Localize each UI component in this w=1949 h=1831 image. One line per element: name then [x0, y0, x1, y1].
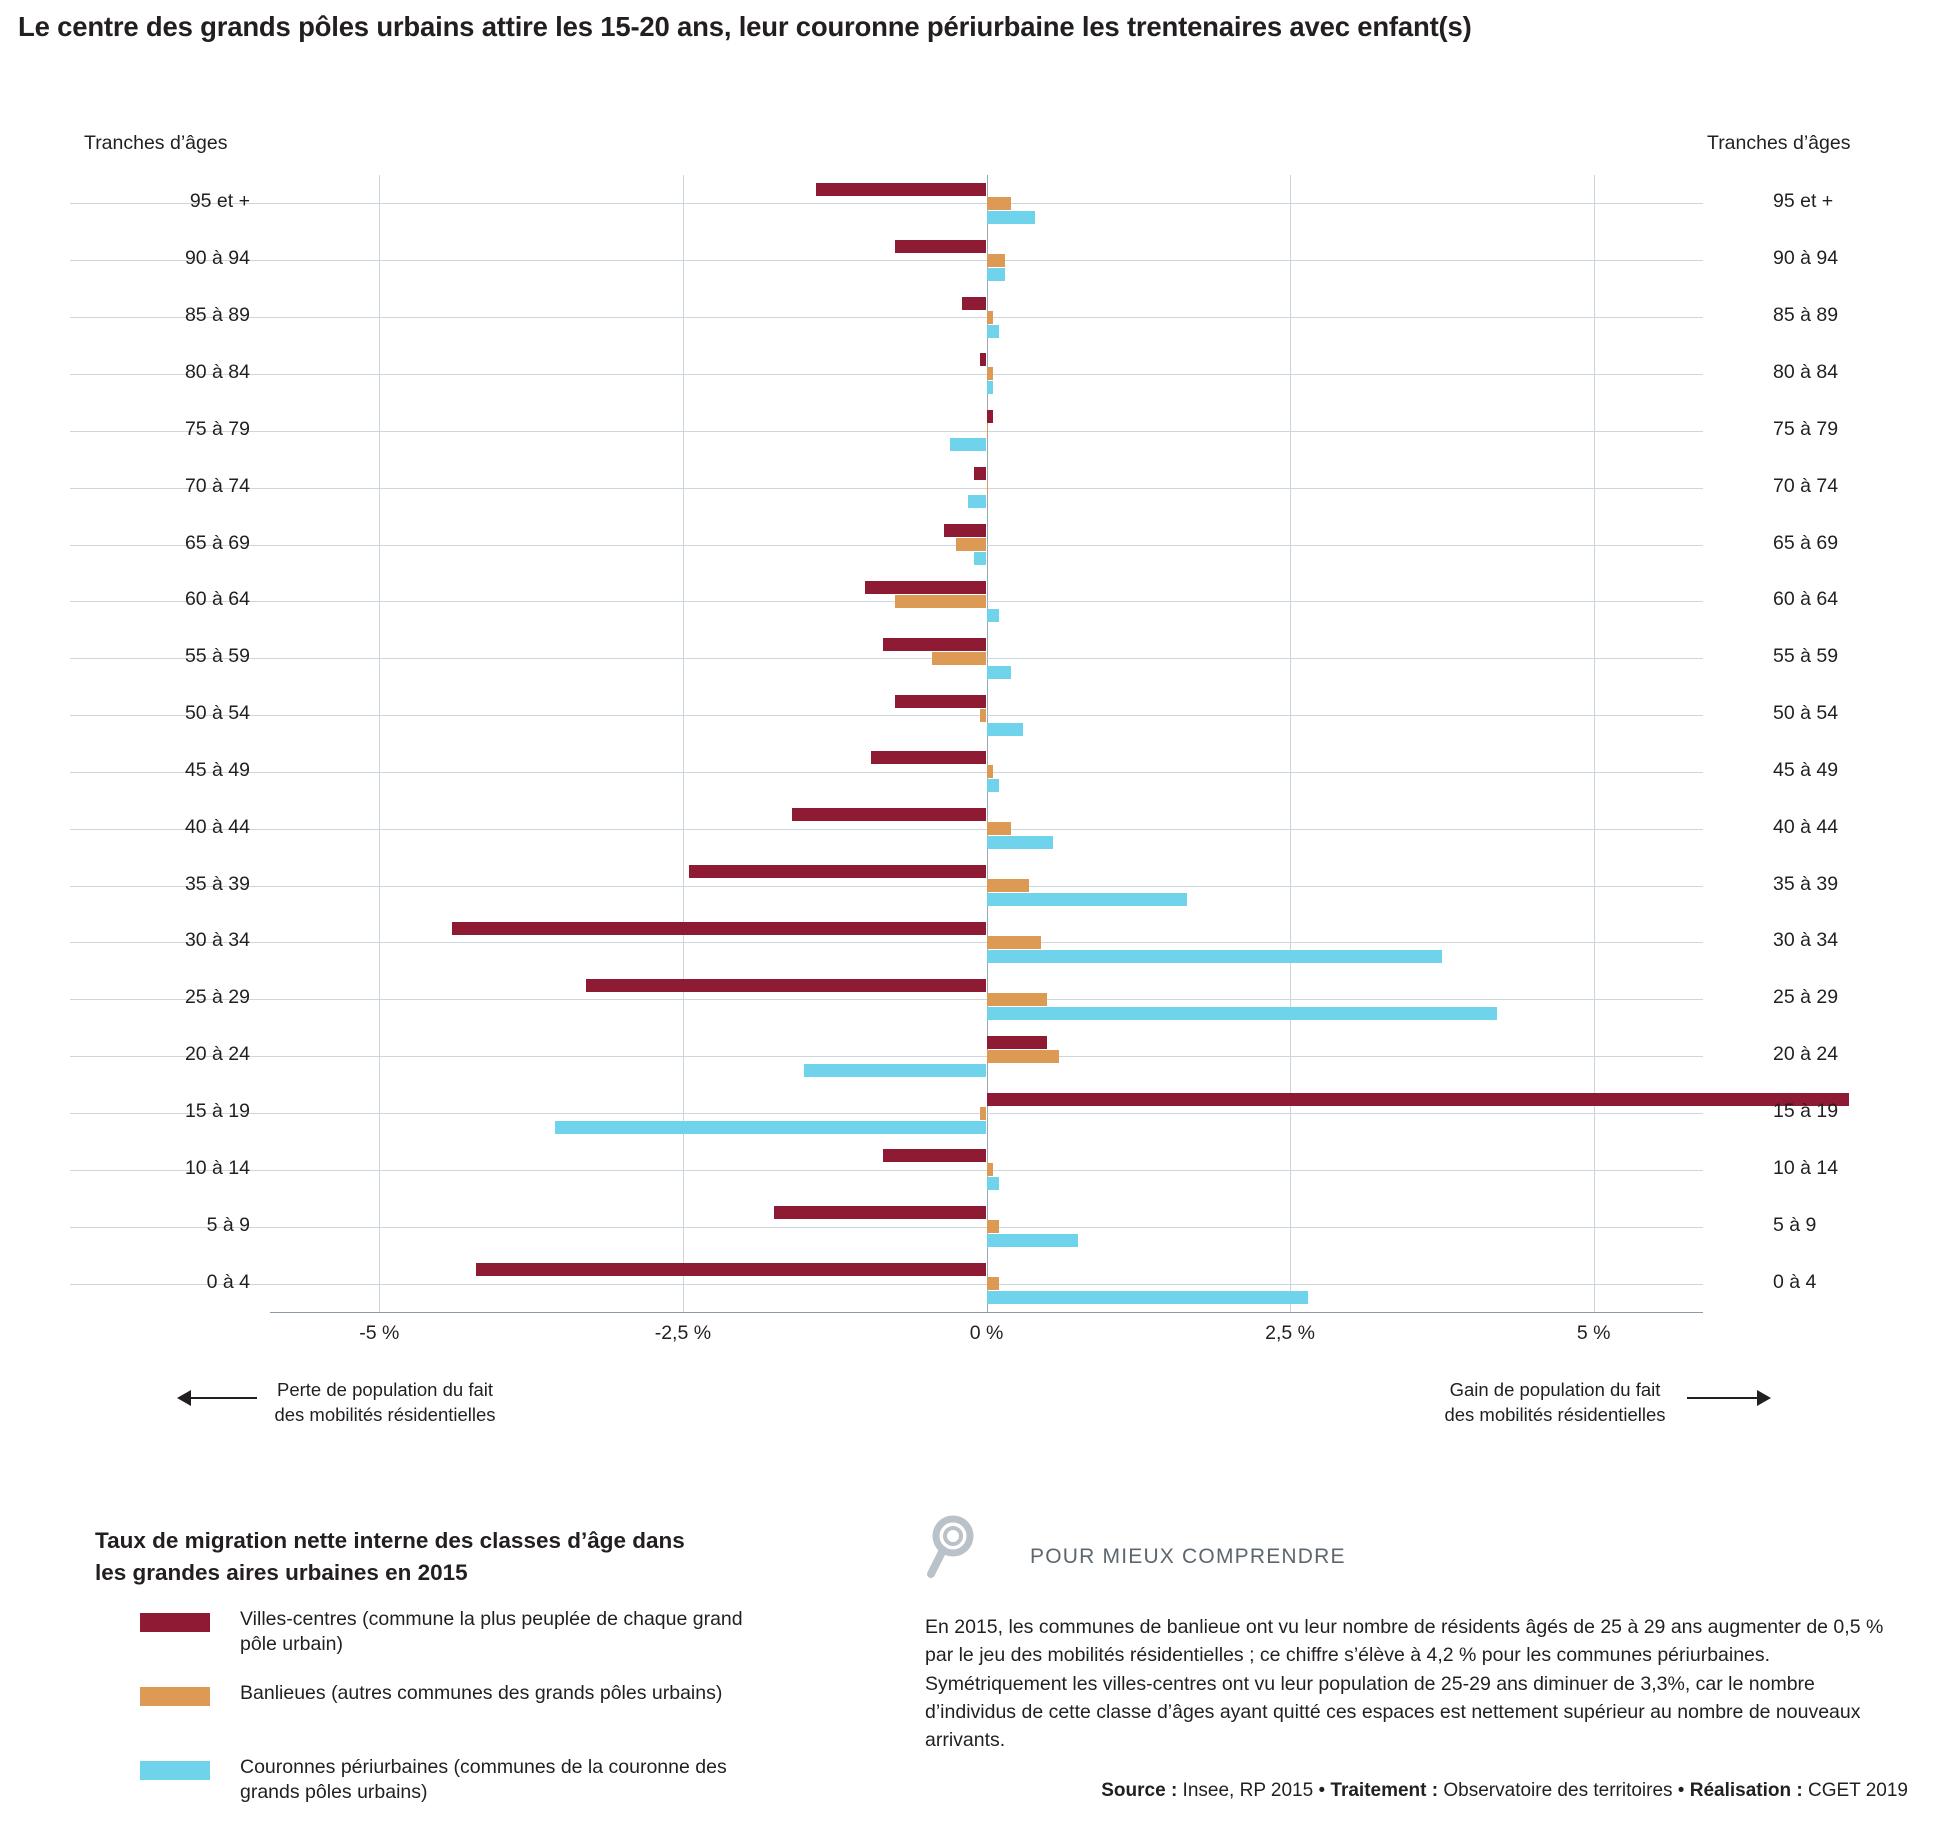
- bar-peri: [987, 268, 1005, 281]
- bar-city: [792, 808, 986, 821]
- row-baseline: [70, 999, 1703, 1000]
- table-row: [270, 289, 1703, 346]
- bar-suburb: [987, 879, 1030, 892]
- legend-label: Banlieues (autres communes des grands pôles urbains): [240, 1682, 723, 1704]
- row-baseline: [70, 829, 1703, 830]
- age-label-left: 90 à 94: [184, 247, 250, 270]
- row-baseline: [70, 488, 1703, 489]
- age-label-left: 25 à 29: [184, 986, 250, 1009]
- age-label-left: 50 à 54: [184, 702, 250, 725]
- bar-suburb: [987, 1277, 999, 1290]
- age-label-left: 65 à 69: [184, 531, 250, 554]
- age-label-right: 70 à 74: [1773, 474, 1839, 497]
- row-baseline: [70, 886, 1703, 887]
- bar-city: [974, 467, 986, 480]
- legend-title: Taux de migration nette interne des classes d’âge dans les grandes aires urbaines en 2015: [95, 1528, 685, 1585]
- bar-city: [476, 1263, 986, 1276]
- bar-peri: [804, 1064, 986, 1077]
- bar-city: [865, 581, 986, 594]
- bar-peri: [987, 1007, 1497, 1020]
- table-row: [270, 459, 1703, 516]
- table-row: [270, 346, 1703, 403]
- bar-city: [895, 240, 986, 253]
- bar-rows: [270, 175, 1703, 1312]
- table-row: [270, 1085, 1703, 1142]
- table-row: [270, 573, 1703, 630]
- table-row: [270, 1198, 1703, 1255]
- realisation-label: Réalisation :: [1689, 1780, 1803, 1801]
- age-label-right: 80 à 84: [1773, 360, 1839, 383]
- age-label-left: 20 à 24: [184, 1043, 250, 1066]
- bar-suburb: [980, 1107, 986, 1120]
- legend-item: [140, 1681, 860, 1743]
- direction-label-right: Gain de population du fait des mobilités résidentielles: [1444, 1379, 1666, 1425]
- age-label-left: 5 à 9: [206, 1213, 250, 1236]
- bar-city: [987, 1036, 1048, 1049]
- age-label-right: 85 à 89: [1773, 304, 1839, 327]
- x-tick-label: -2,5 %: [654, 1322, 712, 1344]
- table-row: [270, 1141, 1703, 1198]
- age-label-right: 30 à 34: [1773, 929, 1839, 952]
- bar-suburb: [987, 765, 993, 778]
- legend-swatch: [140, 1761, 210, 1780]
- arrow-right-line: [1687, 1397, 1762, 1399]
- age-label-left: 60 à 64: [184, 588, 250, 611]
- age-label-right: 25 à 29: [1773, 986, 1839, 1009]
- arrow-left-line: [182, 1397, 257, 1399]
- table-row: [270, 800, 1703, 857]
- bar-suburb: [987, 936, 1042, 949]
- age-label-right: 75 à 79: [1773, 417, 1839, 440]
- bar-peri: [987, 1177, 999, 1190]
- x-tick-label: 2,5 %: [1265, 1322, 1316, 1344]
- row-baseline: [70, 1170, 1703, 1171]
- legend-item: [140, 1607, 860, 1669]
- legend-swatch: [140, 1687, 210, 1706]
- row-baseline: [70, 203, 1703, 204]
- bar-peri: [987, 211, 1036, 224]
- traitement-value: Observatoire des territoires •: [1438, 1780, 1690, 1801]
- chart-area: [0, 175, 1949, 1315]
- direction-label-left: Perte de population du fait des mobilités résidentielles: [274, 1379, 496, 1425]
- table-row: [270, 402, 1703, 459]
- age-label-left: 10 à 14: [184, 1156, 250, 1179]
- row-baseline: [70, 374, 1703, 375]
- bar-city: [944, 524, 987, 537]
- x-axis-line: [270, 1312, 1703, 1313]
- age-label-left: 45 à 49: [184, 758, 250, 781]
- bar-suburb: [987, 311, 993, 324]
- row-baseline: [70, 545, 1703, 546]
- bar-peri: [968, 495, 986, 508]
- table-row: [270, 857, 1703, 914]
- bar-suburb: [987, 367, 993, 380]
- bar-city: [774, 1206, 987, 1219]
- bar-peri: [987, 381, 993, 394]
- bar-peri: [987, 893, 1187, 906]
- age-label-right: 10 à 14: [1773, 1156, 1839, 1179]
- bar-city: [987, 410, 993, 423]
- x-tick-label: 5 %: [1576, 1322, 1611, 1344]
- bar-suburb: [987, 993, 1048, 1006]
- table-row: [270, 1028, 1703, 1085]
- pmc-text: En 2015, les communes de banlieue ont vu leur nombre de résidents âgés de 25 à 29 ans augmenter de 0,5 % par le jeu des mobilités résidentielles ; ce chiffre s’élève à 4,2 % pour les communes périurbaines. Symétriquement les villes-centres ont vu leur population de 25-29 ans diminuer de 3,3%, car le nombre d’individus de cette classe d’âges ayant quitté ces espaces est nettement supérieur au nombre de nouveaux arrivants.: [925, 1616, 1884, 1752]
- age-label-right: 5 à 9: [1773, 1213, 1817, 1236]
- magnifier-icon: [925, 1512, 995, 1582]
- row-baseline: [70, 942, 1703, 943]
- age-label-left: 15 à 19: [184, 1100, 250, 1123]
- table-row: [270, 1255, 1703, 1312]
- age-label-right: 60 à 64: [1773, 588, 1839, 611]
- axis-caption-left: Tranches d’âges: [84, 132, 228, 154]
- bar-peri: [555, 1121, 986, 1134]
- bar-city: [586, 979, 987, 992]
- bar-city: [980, 353, 986, 366]
- legend-swatch: [140, 1613, 210, 1632]
- bar-peri: [987, 950, 1442, 963]
- arrow-right-icon: [1757, 1390, 1771, 1406]
- row-baseline: [70, 1227, 1703, 1228]
- table-row: [270, 630, 1703, 687]
- bar-peri: [987, 666, 1011, 679]
- bar-suburb: [987, 1220, 999, 1233]
- plot-area: [270, 175, 1703, 1312]
- x-tick-label: -5 %: [359, 1322, 400, 1344]
- bar-city: [962, 297, 986, 310]
- age-label-right: 0 à 4: [1773, 1270, 1817, 1293]
- traitement-label: Traitement :: [1330, 1780, 1439, 1801]
- age-label-left: 70 à 74: [184, 474, 250, 497]
- axis-caption-right: Tranches d’âges: [1707, 132, 1851, 154]
- age-label-left: 55 à 59: [184, 645, 250, 668]
- age-label-right: 45 à 49: [1773, 758, 1839, 781]
- bar-peri: [987, 779, 999, 792]
- age-label-right: 55 à 59: [1773, 645, 1839, 668]
- bar-peri: [987, 836, 1054, 849]
- legend-item: [140, 1755, 860, 1817]
- bar-suburb: [987, 481, 988, 494]
- bar-city: [895, 695, 986, 708]
- age-label-left: 80 à 84: [184, 360, 250, 383]
- bar-suburb: [895, 595, 986, 608]
- bar-peri: [987, 609, 999, 622]
- bar-suburb: [987, 424, 988, 437]
- realisation-value: CGET 2019: [1802, 1780, 1908, 1801]
- row-baseline: [70, 1113, 1703, 1114]
- row-baseline: [70, 772, 1703, 773]
- age-label-left: 85 à 89: [184, 304, 250, 327]
- table-row: [270, 971, 1703, 1028]
- legend-label: Villes-centres (commune la plus peuplée de chaque grand pôle urbain): [240, 1608, 743, 1656]
- age-label-right: 90 à 94: [1773, 247, 1839, 270]
- bar-city: [883, 638, 986, 651]
- bar-suburb: [987, 1050, 1060, 1063]
- bar-suburb: [987, 254, 1005, 267]
- bar-suburb: [987, 1163, 993, 1176]
- bar-peri: [987, 723, 1023, 736]
- row-baseline: [70, 715, 1703, 716]
- bar-suburb: [987, 822, 1011, 835]
- age-label-left: 95 et +: [189, 190, 250, 213]
- bar-suburb: [987, 197, 1011, 210]
- bar-suburb: [932, 652, 987, 665]
- arrow-left-icon: [177, 1390, 191, 1406]
- bar-city: [452, 922, 986, 935]
- source-line: [878, 1780, 1908, 1802]
- bar-city: [689, 865, 987, 878]
- table-row: [270, 232, 1703, 289]
- row-baseline: [70, 658, 1703, 659]
- age-label-left: 30 à 34: [184, 929, 250, 952]
- age-label-left: 75 à 79: [184, 417, 250, 440]
- table-row: [270, 744, 1703, 801]
- table-row: [270, 175, 1703, 232]
- bar-peri: [987, 325, 999, 338]
- age-label-left: 40 à 44: [184, 815, 250, 838]
- page-title: Le centre des grands pôles urbains attire les 15-20 ans, leur couronne périurbaine les trentenaires avec enfant(s): [18, 11, 1472, 42]
- age-label-right: 15 à 19: [1773, 1100, 1839, 1123]
- row-baseline: [70, 1056, 1703, 1057]
- row-baseline: [70, 317, 1703, 318]
- table-row: [270, 687, 1703, 744]
- bar-suburb: [980, 709, 986, 722]
- row-baseline: [70, 431, 1703, 432]
- table-row: [270, 516, 1703, 573]
- pmc-heading: POUR MIEUX COMPRENDRE: [1030, 1545, 1346, 1568]
- age-label-right: 35 à 39: [1773, 872, 1839, 895]
- source-label: Source :: [1101, 1780, 1178, 1801]
- row-baseline: [70, 601, 1703, 602]
- bar-city: [871, 751, 986, 764]
- age-label-right: 65 à 69: [1773, 531, 1839, 554]
- age-label-right: 40 à 44: [1773, 815, 1839, 838]
- age-label-right: 20 à 24: [1773, 1043, 1839, 1066]
- x-tick-label: 0 %: [969, 1322, 1004, 1344]
- bar-peri: [950, 438, 986, 451]
- age-label-left: 0 à 4: [206, 1270, 250, 1293]
- age-label-left: 35 à 39: [184, 872, 250, 895]
- age-label-right: 95 et +: [1773, 190, 1834, 213]
- row-baseline: [70, 260, 1703, 261]
- table-row: [270, 914, 1703, 971]
- bar-peri: [987, 1234, 1078, 1247]
- bar-city: [816, 183, 986, 196]
- row-baseline: [70, 1284, 1703, 1285]
- bar-suburb: [956, 538, 986, 551]
- bar-city: [987, 1093, 1849, 1106]
- source-value: Insee, RP 2015 •: [1177, 1780, 1331, 1801]
- legend: [140, 1607, 860, 1829]
- bar-peri: [987, 1291, 1309, 1304]
- bar-city: [883, 1149, 986, 1162]
- legend-label: Couronnes périurbaines (communes de la couronne des grands pôles urbains): [240, 1756, 727, 1804]
- age-label-right: 50 à 54: [1773, 702, 1839, 725]
- bar-peri: [974, 552, 986, 565]
